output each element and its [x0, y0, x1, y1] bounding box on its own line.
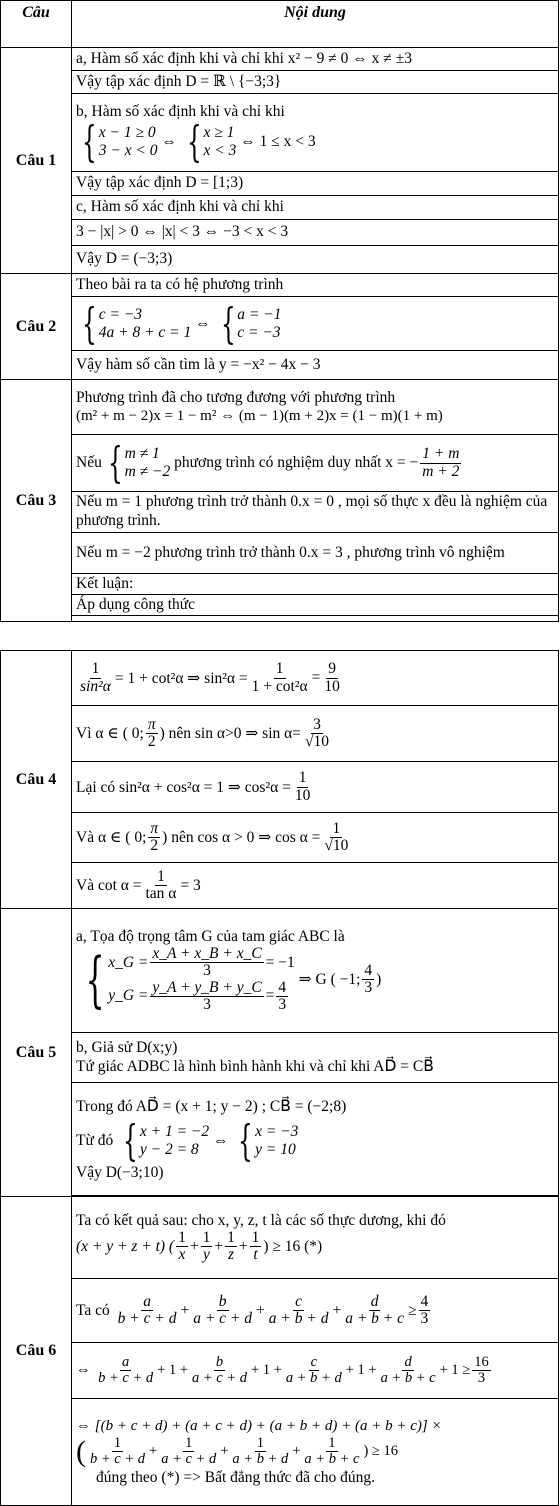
q2-label: Câu 2 — [1, 274, 72, 380]
q6-l5: ⇔ [(b + c + d) + (a + c + d) + (a + b + d) + (a + b + c)] × — [76, 1417, 442, 1434]
q1-c1: c, Hàm số xác định khi và chỉ khi — [72, 196, 559, 220]
q3-fraction: $\frac{1 + m}{m + 2}$ — [422, 445, 460, 480]
q4-r4-t2: ) nên cos α > 0 ⇒ cos α = — [162, 829, 321, 846]
q4-r2-f2: $\frac{3}{√10}$ — [305, 715, 330, 750]
header-cau: Câu — [1, 1, 72, 48]
q6-l2-t1: (x + y + z + t) ( — [76, 1237, 175, 1255]
q5-tudo: Từ đó — [76, 1131, 114, 1149]
q3-l6: Kết luận: — [72, 574, 559, 595]
q5-label: Câu 5 — [1, 909, 72, 1197]
q5-system-2: { x = −3 y = 10 — [238, 1115, 299, 1165]
q4-r5-t1: Và cot α = — [76, 876, 142, 894]
q1-a1: a, Hàm số xác định khi và chỉ khi x² − 9 ≠ 0 ⇔ x ≠ ±3 — [72, 48, 559, 71]
q5-l3: Tứ giác ADBC là hình bình hành khi và chỉ khi AD⃗ = CB⃗ — [76, 1057, 434, 1075]
q5-l4: Trong đó AD⃗ = (x + 1; y − 2) ; CB⃗ = (−2;8) — [76, 1097, 347, 1115]
q5-l1: a, Tọa độ trọng tâm G của tam giác ABC là — [76, 927, 345, 945]
q4-r3-f: $\frac{1}{10}$ — [294, 769, 311, 804]
q3-neu: Nếu — [76, 454, 102, 471]
q6-l3-tc: Ta có — [76, 1301, 110, 1319]
q4-r2-t2: ) nên sin α>0 ⇒ sin α= — [159, 725, 302, 742]
q4-r1-f1: $\frac{1}{\text{sin²α}}$ — [80, 660, 111, 695]
q6-label: Câu 6 — [1, 1197, 72, 1506]
q5-g: ⇒ G ( −1; — [298, 971, 361, 988]
q1-b-system-2: { x ≥ 1 x < 3 — [186, 116, 237, 166]
answer-table-2: Câu 4 $\frac{1}{\text{sin²α}}$ = 1 + cot²α ⇒ sin²α = $\frac{1}{\text{1 + cot²α}}$ = $\frac{9}{10}$ Vì α ∈ ( 0; $\frac{\pi}{2}$ ) nên sin α>0 ⇒ sin α= $\frac{3}{√10}$ Lại có sin²α + cos²α = 1 ⇒ cos²α = $\frac{1}{10}$ Và α ∈ ( 0; $\frac{\pi}{2}$ ) nên cos α > 0 ⇒ cos α = $\frac{1}{√10}$ Và cot α = $\frac{1}{\text{tan α}}$ = 3 Câu 5 a, Tọa độ trọng tâm G của tam giác ABC là { x_G = $\frac{x\_A + x\_B + x\_C}{3}$ = −1 y_G = $\frac{y\_A + y\_B + y\_C}{3}$ = $\frac{4}{3}$ ⇒ G ( −1; $\frac{4}{3}$ ) b, Giả sử D(x;y) Tứ giác ADBC là hình bình hành khi và chỉ khi AD⃗ = CB⃗ Trong đó AD⃗ = (x + 1; y − 2) ; CB⃗ = (−2;8) Từ đó { x + 1 = −2 y − 2 = 8 ⇔ { x = −3 y = 10 Vậy D(−3;10) Câu 6 Ta có kết quả sau: cho x, y, z, t là các số thực dương, khi đó (x + y + z + t) ( $\frac{1}{x}$ + $\frac{1}{y}$ + $\frac{1}{z}$ + $\frac{1}{t}$ ) ≥ 16 (*) Ta có $\frac{a}{b + c + d}$ + $\frac{b}{a + c + d}$ + $\frac{c}{a + b + d}$ + $\frac{d}{a + b + c}$ ≥ $\frac{4}{3}$ ⇔ $\frac{a}{b + c + d}$ + 1 + $\frac{b}{a + c + d}$ + 1 + $\frac{c}{a + b + d}$ + 1 + $\frac{d}{a + b + c}$ + 1 ≥ $\frac{16}{3}$ ⇔ [(b + c + d) + (a + c + d) + (a + b + d) + (a + b + c)] × ( $\frac{1}{b + c + d}$ + $\frac{1}{a + c + d}$ + $\frac{1}{a + b + d}$ + $\frac{1}{a + b + c}$ ) ≥ 16 đúng theo (*) => Bất đẳng thức đã cho đúng. — [0, 650, 559, 1506]
answer-table: Câu Nội dung Câu 1 a, Hàm số xác định khi và chỉ khi x² − 9 ≠ 0 ⇔ x ≠ ±3 Vậy tập xác định D = ℝ \ {−3;3} b, Hàm số xác định khi và chỉ khi { x − 1 ≥ 0 3 − x < 0 ⇔ { x ≥ 1 x < 3 ⇔ 1 ≤ x < 3 Vậy tập xác định D = [1;3) c, Hàm số xác định khi và chỉ khi 3 − |x| > 0 ⇔ |x| < 3 ⇔ −3 < x < 3 Vậy D = (−3;3) Câu 2 Theo bài ra ta có hệ phương trình { c = −3 4a + 8 + c = 1 ⇔ { a = −1 c = −3 Vậy hàm số cần tìm là y = −x² − 4x − 3 Câu 3 Phương trình đã cho tương đương với phương trình (m² + m − 2)x = 1 − m² ⇔ (m − 1)(m + 2)x = (1 − m)(1 + m) Nếu { m ≠ 1 m ≠ −2 phương trình có nghiệm duy nhất x = − $\frac{1 + m}{m + 2}$ Nếu m = 1 phương trình trở thành 0.x = 0 , mọi số thực x đều là nghiệm của phương trình. Nếu m = −2 phương trình trở thành 0.x = 3 , phương trình vô nghiệm Kết luận: Áp dụng công thức — [0, 0, 559, 622]
q4-r1-f3: $\frac{9}{10}$ — [324, 660, 340, 695]
q2-l1: Theo bài ra ta có hệ phương trình — [72, 274, 559, 297]
q1-a2: Vậy tập xác định D = ℝ \ {−3;3} — [72, 71, 559, 94]
q2-l2: Vậy hàm số cần tìm là y = −x² − 4x − 3 — [72, 351, 559, 380]
q2-system-1: { c = −3 4a + 8 + c = 1 — [82, 298, 192, 348]
q3-l2: (m² + m − 2)x = 1 − m² ⇔ (m − 1)(m + 2)x = (1 − m)(1 + m) — [76, 408, 443, 425]
q4-label: Câu 4 — [1, 651, 72, 909]
q3-mid: phương trình có nghiệm duy nhất x = − — [174, 454, 419, 471]
q3-l7: Áp dụng công thức — [72, 595, 559, 616]
header-noi-dung: Nội dung — [72, 1, 559, 48]
q3-l1: Phương trình đã cho tương đương với phương trình — [76, 388, 396, 406]
q4-r4-f1: $\frac{\pi}{2}$ — [150, 819, 159, 854]
q3-system: { m ≠ 1 m ≠ −2 — [107, 438, 171, 487]
q3-l4: Nếu m = 1 phương trình trở thành 0.x = 0 , mọi số thực x đều là nghiệm của phương trình. — [72, 492, 559, 533]
q6-l1: Ta có kết quả sau: cho x, y, z, t là các số thực dương, khi đó — [76, 1211, 446, 1229]
q4-r3-t1: Lại có sin²α + cos²α = 1 ⇒ cos²α = — [76, 778, 291, 796]
q4-r2-f1: $\frac{\pi}{2}$ — [147, 715, 156, 750]
q4-r1-f2: $\frac{1}{\text{1 + cot²α}}$ — [251, 660, 308, 695]
q4-r4-f2: $\frac{1}{√10}$ — [324, 819, 349, 854]
q1-c-line: 3 − |x| > 0 ⇔ |x| < 3 ⇔ −3 < x < 3 — [72, 220, 559, 246]
q5-centroid-system: { x_G = $\frac{x\_A + x\_B + x\_C}{3}$ = −1 y_G = $\frac{y\_A + y\_B + y\_C}{3}$ = $\frac{4}{3}$ — [85, 944, 295, 1015]
q1-b-system-1: { x − 1 ≥ 0 3 − x < 0 — [82, 116, 158, 166]
q5-l5: Vậy D(−3;10) — [76, 1163, 164, 1181]
q4-r5-f: $\frac{1}{\text{tan α}}$ — [145, 867, 177, 902]
q5-l2: b, Giả sử D(x;y) — [76, 1038, 178, 1056]
q1-b-tail: ⇔ 1 ≤ x < 3 — [240, 132, 316, 150]
q3-l5: Nếu m = −2 phương trình trở thành 0.x = 3 , phương trình vô nghiệm — [72, 533, 559, 574]
q2-system-2: { a = −1 c = −3 — [220, 298, 282, 348]
q1-b-block: b, Hàm số xác định khi và chỉ khi { x − 1 ≥ 0 3 − x < 0 ⇔ { x ≥ 1 x < 3 ⇔ 1 ≤ x < 3 — [72, 94, 559, 172]
q3-label: Câu 3 — [1, 380, 72, 622]
q1-b2: Vậy tập xác định D = [1;3) — [72, 172, 559, 196]
q1-b1: b, Hàm số xác định khi và chỉ khi — [76, 102, 285, 120]
q1-c2: Vậy D = (−3;3) — [72, 246, 559, 274]
q6-l7: đúng theo (*) => Bất đẳng thức đã cho đúng. — [96, 1468, 375, 1486]
q5-system-1: { x + 1 = −2 y − 2 = 8 — [123, 1115, 210, 1165]
q1-label: Câu 1 — [1, 48, 72, 274]
q4-r1-t1: = 1 + cot²α ⇒ sin²α = — [114, 669, 248, 687]
q4-r2-t1: Vì α ∈ ( 0; — [76, 725, 144, 742]
q4-r4-t1: Và α ∈ ( 0; — [76, 829, 147, 846]
